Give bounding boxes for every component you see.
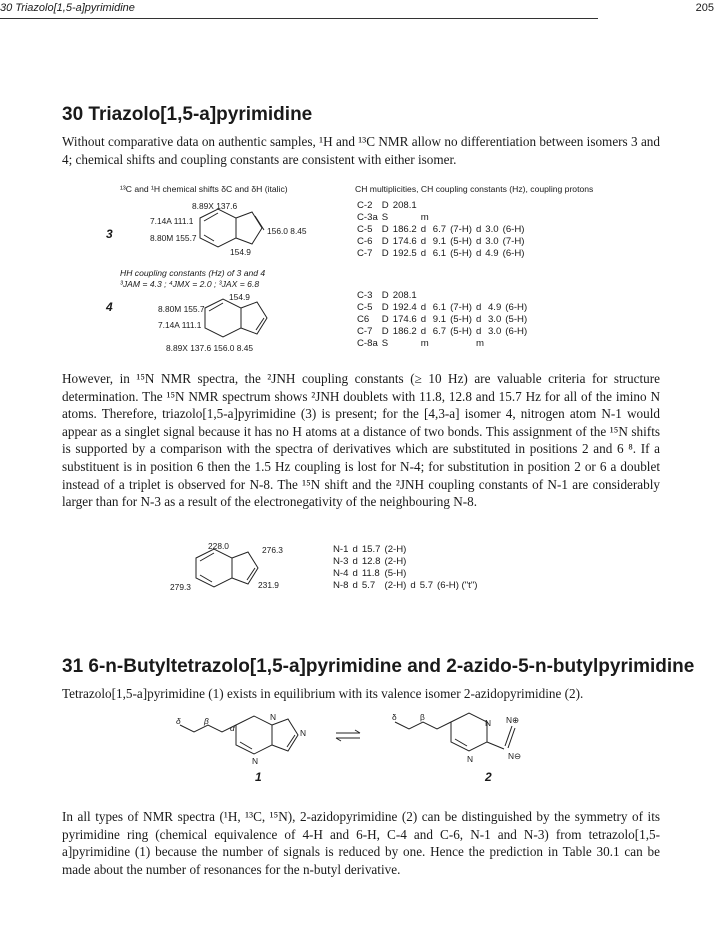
n15-cell: (5-H) [384,567,407,579]
compound-3-cell: d [475,223,482,235]
compound-4-cell: C-5 [357,301,373,313]
compound-3-cell: C-3a [357,211,378,223]
compound-4-cell: 6.1 [432,301,447,313]
compound-4-cell: 3.0 [487,325,502,337]
compound-3-cell: D [381,247,389,259]
c4-shift-left2: 7.14A 111.1 [158,320,202,330]
c3-shift-left2: 8.80M 155.7 [150,233,197,243]
n15-cell: N-8 [333,579,349,591]
n15-cell: 5.7 [419,579,434,591]
c4-shift-top: 154.9 [229,292,250,302]
compound-4-cell: m [420,337,429,349]
compound-4-cell: 192.4 [392,301,417,313]
compound-3-cell: 208.1 [392,199,417,211]
compound-3-cell: D [381,223,389,235]
c4-shift-left1: 8.80M 155.7 [158,304,205,314]
compound-4-cell: C-8a [357,337,378,349]
compound-3-cell: S [381,211,389,223]
compound-3-cell: 192.5 [392,247,417,259]
compound-3-cell: d [475,235,482,247]
compound-4-cell: 4.9 [487,301,502,313]
compound-1-label: 1 [255,770,262,784]
n15-cell: 12.8 [361,555,381,567]
compound-3-cell: 3.0 [485,223,499,235]
compound-4-cell: D [381,325,389,337]
compound-4-cell: m [475,337,484,349]
compound-3-cell: (6-H) [502,223,525,235]
compound-4-cell: S [381,337,389,349]
compound-4-cell: (6-H) [505,301,528,313]
n15-cell: d [352,543,358,555]
compound-3-cell: d [420,235,427,247]
compound-4-cell: 9.1 [432,313,447,325]
compound-4-cell: d [475,325,482,337]
n15-shift-n8: 228.0 [208,541,229,551]
n15-cell: 15.7 [361,543,381,555]
compound-3-cell: (5-H) [450,235,472,247]
compound-4-cell: d [420,313,427,325]
hh-caption: HH coupling constants (Hz) of 3 and 4 [120,268,266,278]
n15-shift-n4: 279.3 [170,582,191,592]
compound-4-cell: (6-H) [505,325,528,337]
shifts-caption: ¹³C and ¹H chemical shifts δC and δH (italic) [120,184,288,194]
compound-3-cell: 6.1 [432,247,447,259]
n15-cell: (2-H) [384,579,407,591]
compound-3-cell: C-2 [357,199,373,211]
compound-4-cell: C-3 [357,289,373,301]
n15-shift-n3: 231.9 [258,580,279,590]
compound-4-cell: C-7 [357,325,373,337]
c3-shift-top: 8.89X 137.6 [192,201,238,211]
n15-cell: N-4 [333,567,349,579]
n15-cell: 11.8 [361,567,380,579]
compound-3-cell: D [381,235,389,247]
compound-4-cell: D [381,313,389,325]
n15-cell: d [410,579,416,591]
compound-3-cell: (6-H) [502,247,525,259]
n15-cell: d [352,579,358,591]
compound-3-cell: d [475,247,482,259]
compound-3-cell: (7-H) [502,235,525,247]
page-number: 205 [695,2,714,14]
compound-4-cell: C6 [357,313,370,325]
compound-4-cell: d [475,313,482,325]
section-31-intro: Tetrazolo[1,5-a]pyrimidine (1) exists in equilibrium with its valence isomer 2-azidopyrimidine (2). [62,686,584,701]
compound-3-cell: m [420,211,429,223]
compound-4-cell: D [381,289,389,301]
c4-shift-bottom: 8.89X 137.6 156.0 8.45 [166,343,254,353]
compound-4-cell: d [420,301,427,313]
compound-3-cell: d [420,223,427,235]
compound-3-cell: (7-H) [450,223,472,235]
running-head-section: 30 Triazolo[1,5-a]pyrimidine [0,2,135,14]
section-31-body: In all types of NMR spectra (¹H, ¹³C, ¹⁵N), 2-azidopyrimidine (2) can be distinguished by the symmetry of its pyrimidine ring (chemical equivalence of 4-H and 6-H, C-4 and C-6, N-1 and N-3) from tetrazolo[1,5-a]pyrimidine (1) because the number of signals is reduced by one. Hence the prediction in Table 30.1 can be made about the number of resonances for the n-butyl derivative. [62,809,660,877]
compound-3-cell: 4.9 [485,247,499,259]
multiplicities-caption: CH multiplicities, CH coupling constants (Hz), coupling protons [355,184,594,194]
compound-3-cell: d [420,247,427,259]
compound-4-cell: 174.6 [392,313,417,325]
compound-4-cell: D [381,301,389,313]
compound-3-cell: 186.2 [392,223,417,235]
compound-4-cell: 186.2 [392,325,417,337]
compound-4-cell: d [475,301,482,313]
n15-cell: N-1 [333,543,349,555]
n15-cell: 5.7 [361,579,376,591]
compound-4-cell: 208.1 [392,289,417,301]
compound-4-label: 4 [106,300,113,314]
compound-3-cell: C-6 [357,235,373,247]
n15-cell: (2-H) [384,543,407,555]
n15-shift-n1: 276.3 [262,545,283,555]
compound-2-label: 2 [485,770,492,784]
compound-3-cell: 3.0 [485,235,499,247]
n15-cell: d [352,555,358,567]
compound-4-cell: (5-H) [450,325,472,337]
n15-cell: N-3 [333,555,349,567]
compound-4-cell: d [420,325,427,337]
compound-3-cell: 6.7 [432,223,447,235]
section-30-intro: Without comparative data on authentic samples, ¹H and ¹³C NMR allow no differentiation between isomers 3 and 4; chemical shifts and coupling constants are consistent with either isomer. [62,134,660,167]
compound-3-cell: (5-H) [450,247,472,259]
compound-4-cell: (5-H) [505,313,528,325]
section-30-title: 30 Triazolo[1,5-a]pyrimidine [62,104,313,125]
compound-4-cell: 6.7 [432,325,447,337]
n15-cell: d [352,567,358,579]
compound-3-label: 3 [106,227,113,241]
n15-cell: (6-H) ("t") [437,579,478,591]
compound-4-cell: (5-H) [450,313,472,325]
compound-3-cell: C-7 [357,247,373,259]
c3-shift-bottom: 154.9 [230,247,251,257]
n15-cell: (2-H) [384,555,407,567]
c3-shift-right: 156.0 8.45 [267,226,307,236]
compound-3-cell: 9.1 [432,235,447,247]
compound-4-cell: (7-H) [450,301,472,313]
section-31-title: 31 6-n-Butyltetrazolo[1,5-a]pyrimidine and 2-azido-5-n-butylpyrimidine [62,656,695,677]
compound-3-cell: 174.6 [392,235,417,247]
compound-3-cell: C-5 [357,223,373,235]
hh-values: ³JAM = 4.3 ; ⁴JMX = 2.0 ; ³JAX = 6.8 [120,279,260,289]
section-30-body: However, in ¹⁵N NMR spectra, the ²JNH coupling constants (≥ 10 Hz) are valuable criteria for structure determination. The ¹⁵N NMR spectrum shows ²JNH doublets with 11.8, 12.8 and 15.7 Hz for all of the imino N atoms. Therefore, triazolo[1,5-a]pyrimidine (3) is present; for the [4,3-a] isomer 4, nitrogen atom N-1 would appear as a singlet signal because it has no H atoms at a distance of two bonds. This assignment of the ¹⁵N shifts is supported by a comparison with the spectra of derivatives which are substituted in positions 2 and 6 ⁸. If a substituent is in position 6 then the 1.5 Hz coupling is lost for N-4; for substitution in position 2 or 6 a doublet instead of a triplet is observed for N-8. The ¹⁵N shift and the ²JNH coupling constants of N-1 are considerably larger than for N-3 as a result of the electronegativity of the neighbouring N-8. [62,371,660,510]
compound-4-cell: 3.0 [487,313,502,325]
compound-3-cell: D [381,199,389,211]
c3-shift-left1: 7.14A 111.1 [150,216,194,226]
